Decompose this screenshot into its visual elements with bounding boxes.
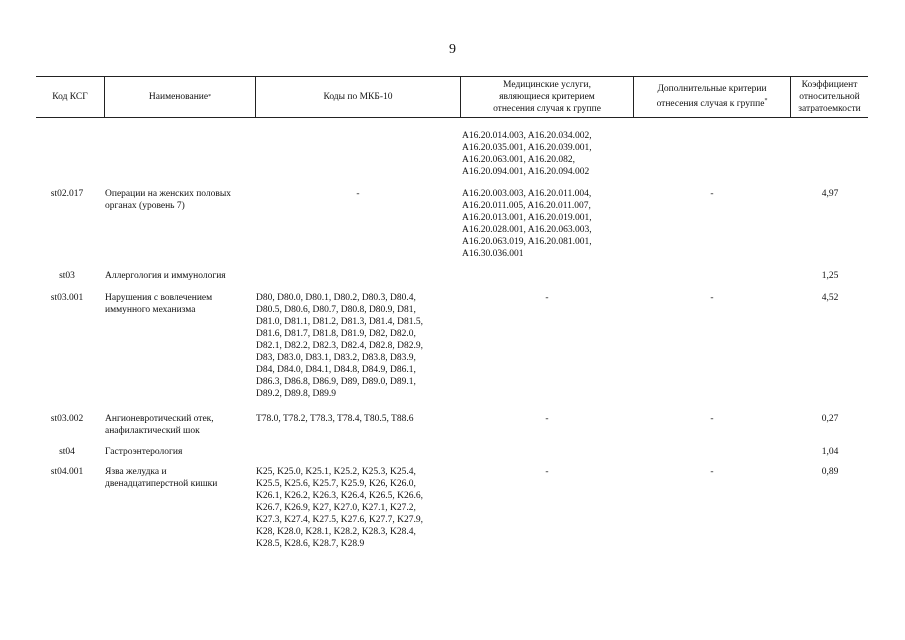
ksg-code: st04.001 [50, 467, 84, 477]
service-codes-line: A16.20.063.019, A16.20.081.001, [462, 237, 592, 247]
ksg-code: st03.001 [50, 293, 84, 303]
ksg-code: st03 [59, 271, 75, 281]
header-criteria-mark: * [764, 98, 768, 105]
header-services-line: Медицинские услуги, [503, 80, 591, 90]
mkb-codes-line: D81.0, D81.1, D81.2, D81.3, D81.4, D81.5, [256, 317, 424, 327]
header-criteria [634, 77, 791, 117]
ksg-name-line: двенадцатиперстной кишки [105, 479, 218, 489]
ksg-name: Аллергология и иммунология [105, 271, 226, 281]
coefficient-cell: 4,52 [821, 293, 839, 303]
mkb-codes-line: K27.3, K27.4, K27.5, K27.6, K27.7, K27.9, [256, 515, 424, 525]
mkb-codes-line: K28, K28.0, K28.1, K28.2, K28.3, K28.4, [256, 527, 416, 537]
mkb-codes-line: D83, D83.0, D83.1, D83.2, D83.8, D83.9, [256, 353, 416, 363]
ksg-name [105, 188, 255, 212]
coefficient-cell: 0,89 [821, 467, 839, 477]
coefficient-cell: 4,97 [821, 189, 839, 199]
coefficient-cell: 1,04 [821, 447, 839, 457]
criteria-cell: - [710, 467, 714, 477]
services-cell: - [545, 414, 549, 424]
page-number: 9 [449, 42, 456, 57]
service-codes-line: A16.20.063.001, A16.20.082, [462, 155, 575, 165]
service-codes-line: A16.20.035.001, A16.20.039.001, [462, 143, 592, 153]
mkb-codes-line: D80.5, D80.6, D80.7, D80.8, D80.9, D81, [256, 305, 416, 315]
ksg-name [105, 413, 255, 437]
header-coef-line: относительной [799, 92, 860, 102]
mkb-codes-line: D81.6, D81.7, D81.8, D81.9, D82, D82.0, [256, 329, 416, 339]
mkb-codes: - [356, 189, 360, 199]
service-codes-line: A16.20.014.003, A16.20.034.002, [462, 131, 592, 141]
ksg-code: st04 [59, 447, 75, 457]
ksg-code: st03.002 [50, 414, 84, 424]
mkb-codes-line: D89.2, D89.8, D89.9 [256, 389, 336, 399]
ksg-name-line: Нарушения с вовлечением [105, 293, 213, 303]
header-services-line: отнесения случая к группе [493, 104, 601, 114]
header-name-label: Наименование [148, 92, 209, 102]
criteria-cell: - [710, 293, 714, 303]
services-cell [462, 130, 632, 178]
header-mkb-label: Коды по МКБ-10 [323, 92, 393, 102]
mkb-codes-line: K25, K25.0, K25.1, K25.2, K25.3, K25.4, [256, 467, 416, 477]
ksg-name: Гастроэнтерология [105, 447, 183, 457]
ksg-name [105, 466, 255, 490]
ksg-name [105, 292, 255, 316]
services-cell: - [545, 467, 549, 477]
header-criteria-line: Дополнительные критерии [657, 84, 767, 95]
ksg-name-line: анафилактический шок [105, 426, 200, 436]
header-name-mark: * [208, 94, 212, 100]
service-codes-line: A16.20.011.005, A16.20.011.007, [462, 201, 591, 211]
mkb-codes-line: D84, D84.0, D84.1, D84.8, D84.9, D86.1, [256, 365, 416, 375]
service-codes-line: A16.20.003.003, A16.20.011.004, [462, 189, 592, 199]
header-code-label: Код КСГ [52, 92, 88, 102]
criteria-cell: - [710, 189, 714, 199]
mkb-codes-line: D80, D80.0, D80.1, D80.2, D80.3, D80.4, [256, 293, 416, 303]
header-coef-line: затратоемкости [798, 104, 861, 114]
mkb-codes-line: K26.1, K26.2, K26.3, K26.4, K26.5, K26.6, [256, 491, 424, 501]
ksg-name-line: Ангионевротический отек, [105, 414, 214, 424]
mkb-codes [256, 292, 460, 400]
header-name [105, 77, 256, 117]
mkb-codes: T78.0, T78.2, T78.3, T78.4, T80.5, T88.6 [256, 414, 414, 424]
mkb-codes-line: D86.3, D86.8, D86.9, D89, D89.0, D89.1, [256, 377, 416, 387]
header-services [461, 77, 634, 117]
header-services-line: являющиеся критерием [499, 92, 595, 102]
service-codes-line: A16.20.013.001, A16.20.019.001, [462, 213, 592, 223]
coefficient-cell: 1,25 [821, 271, 839, 281]
ksg-name-line: Операции на женских половых [105, 189, 232, 199]
services-cell: - [545, 293, 549, 303]
header-coef-line: Коэффициент [801, 80, 858, 90]
mkb-codes [256, 466, 460, 550]
header-coef [791, 77, 868, 117]
coefficient-cell: 0,27 [821, 414, 839, 424]
mkb-codes-line: K25.5, K25.6, K25.7, K25.9, K26, K26.0, [256, 479, 416, 489]
ksg-name-line: иммунного механизма [105, 305, 196, 315]
mkb-codes-line: K26.7, K26.9, K27, K27.0, K27.1, K27.2, [256, 503, 416, 513]
services-cell [462, 188, 632, 260]
criteria-cell: - [710, 414, 714, 424]
service-codes-line: A16.20.094.001, A16.20.094.002 [462, 167, 590, 177]
header-criteria-line: отнесения случая к группе [656, 99, 765, 110]
table-header [36, 76, 868, 118]
mkb-codes-line: D82.1, D82.2, D82.3, D82.4, D82.8, D82.9, [256, 341, 424, 351]
header-mkb [256, 77, 461, 117]
ksg-name-line: Язва желудка и [105, 467, 167, 477]
mkb-codes-line: K28.5, K28.6, K28.7, K28.9 [256, 539, 365, 549]
ksg-code: st02.017 [50, 189, 84, 199]
service-codes-line: A16.30.036.001 [462, 249, 524, 259]
service-codes-line: A16.20.028.001, A16.20.063.003, [462, 225, 592, 235]
ksg-name-line: органах (уровень 7) [105, 201, 185, 211]
header-code [36, 77, 105, 117]
